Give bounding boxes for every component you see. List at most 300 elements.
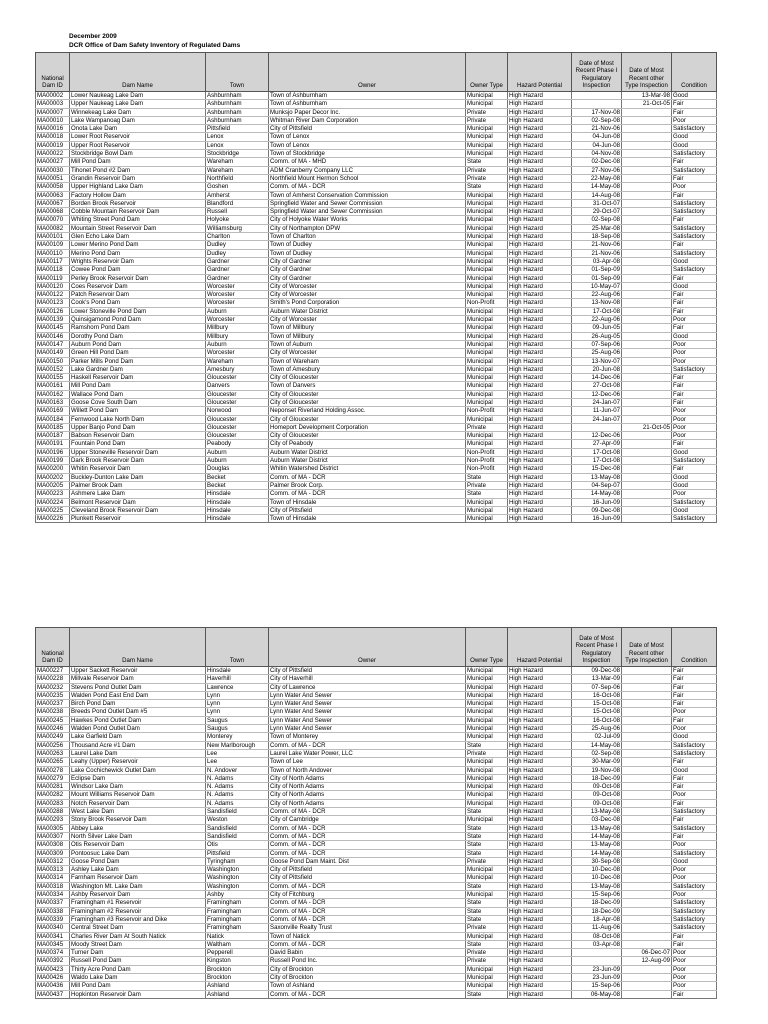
cell-dam-id: MA00226: [36, 515, 70, 523]
table-row: [36, 382, 717, 390]
cell-phase1-inspection-date: 10-May-07: [572, 282, 622, 290]
table-row: [36, 725, 717, 733]
cell-other-inspection-date: [622, 849, 672, 857]
table-row: [36, 266, 717, 274]
cell-dam-name: Dorothy Pond Dam: [70, 332, 206, 340]
cell-town: Washington: [206, 866, 269, 874]
cell-condition: Fair: [672, 307, 717, 315]
cell-condition: Fair: [672, 667, 717, 675]
table-row: [36, 716, 717, 724]
cell-owner: City of Worcester: [269, 316, 466, 324]
cell-owner: Comm. of MA - DCR: [269, 824, 466, 832]
cell-town: Brockton: [206, 973, 269, 981]
cell-phase1-inspection-date: 13-Nov-07: [572, 357, 622, 365]
cell-hazard-potential: High Hazard: [508, 357, 572, 365]
cell-other-inspection-date: [622, 133, 672, 141]
table-row: [36, 407, 717, 415]
cell-other-inspection-date: [622, 241, 672, 249]
cell-owner-type: Municipal: [466, 683, 508, 691]
cell-owner-type: Municipal: [466, 374, 508, 382]
cell-dam-id: MA00318: [36, 882, 70, 890]
cell-dam-id: MA00068: [36, 208, 70, 216]
cell-phase1-inspection-date: 13-May-08: [572, 473, 622, 481]
cell-town: Amherst: [206, 191, 269, 199]
table-row: [36, 866, 717, 874]
cell-condition: Fair: [672, 832, 717, 840]
table-row: [36, 982, 717, 990]
cell-condition: Poor: [672, 725, 717, 733]
cell-owner-type: Municipal: [466, 349, 508, 357]
cell-dam-name: Fernwood Lake North Dam: [70, 415, 206, 423]
cell-condition: Good: [672, 133, 717, 141]
cell-other-inspection-date: [622, 758, 672, 766]
cell-owner-type: Municipal: [466, 282, 508, 290]
cell-phase1-inspection-date: 15-Dec-08: [572, 465, 622, 473]
column-header-owner-type: Owner Type: [466, 628, 508, 667]
cell-dam-id: MA00282: [36, 791, 70, 799]
cell-phase1-inspection-date: 25-Aug-06: [572, 349, 622, 357]
cell-condition: Satisfactory: [672, 915, 717, 923]
table-row: [36, 92, 717, 100]
cell-owner-type: Municipal: [466, 208, 508, 216]
cell-phase1-inspection-date: 09-Oct-08: [572, 783, 622, 791]
cell-other-inspection-date: [622, 882, 672, 890]
cell-owner-type: Private: [466, 949, 508, 957]
cell-dam-id: MA00109: [36, 241, 70, 249]
cell-condition: Poor: [672, 965, 717, 973]
cell-dam-id: MA00313: [36, 866, 70, 874]
cell-dam-name: Wrights Reservoir Dam: [70, 257, 206, 265]
cell-town: Washington: [206, 874, 269, 882]
cell-owner-type: State: [466, 808, 508, 816]
cell-dam-name: Lower Merino Pond Dam: [70, 241, 206, 249]
cell-dam-name: Whiting Street Pond Dam: [70, 216, 206, 224]
table-row: [36, 340, 717, 348]
table-row: [36, 116, 717, 124]
cell-phase1-inspection-date: 08-Oct-08: [572, 932, 622, 940]
column-header-dam-name: Dam Name: [70, 53, 206, 92]
cell-town: Ashland: [206, 990, 269, 998]
table-row: [36, 316, 717, 324]
cell-other-inspection-date: [622, 490, 672, 498]
cell-dam-id: MA00101: [36, 233, 70, 241]
cell-dam-id: MA00263: [36, 749, 70, 757]
cell-phase1-inspection-date: 17-Oct-08: [572, 307, 622, 315]
table-row: [36, 758, 717, 766]
cell-other-inspection-date: [622, 457, 672, 465]
cell-phase1-inspection-date: 11-Jun-07: [572, 407, 622, 415]
cell-town: Worcester: [206, 349, 269, 357]
cell-other-inspection-date: [622, 307, 672, 315]
cell-owner: Munksjo Paper Decor Inc.: [269, 108, 466, 116]
cell-dam-id: MA00436: [36, 982, 70, 990]
cell-other-inspection-date: [622, 940, 672, 948]
cell-town: Gloucester: [206, 374, 269, 382]
cell-phase1-inspection-date: 04-Nov-08: [572, 150, 622, 158]
table-row: [36, 174, 717, 182]
cell-other-inspection-date: [622, 108, 672, 116]
cell-dam-name: Walden Pond East End Dam: [70, 691, 206, 699]
cell-town: Hinsdale: [206, 506, 269, 514]
cell-owner-type: Municipal: [466, 783, 508, 791]
cell-hazard-potential: High Hazard: [508, 841, 572, 849]
cell-phase1-inspection-date: 12-Dec-06: [572, 432, 622, 440]
table-row: [36, 498, 717, 506]
cell-other-inspection-date: [622, 208, 672, 216]
cell-town: Washington: [206, 882, 269, 890]
cell-town: N. Adams: [206, 799, 269, 807]
cell-owner: City of Worcester: [269, 349, 466, 357]
cell-phase1-inspection-date: 23-Jun-09: [572, 965, 622, 973]
cell-owner-type: Municipal: [466, 506, 508, 514]
cell-owner-type: Municipal: [466, 382, 508, 390]
cell-hazard-potential: High Hazard: [508, 481, 572, 489]
cell-owner: Comm. of MA - DCR: [269, 183, 466, 191]
cell-phase1-inspection-date: 21-Nov-06: [572, 125, 622, 133]
cell-owner-type: Municipal: [466, 125, 508, 133]
cell-condition: Satisfactory: [672, 125, 717, 133]
cell-dam-id: MA00334: [36, 891, 70, 899]
cell-town: Lawrence: [206, 683, 269, 691]
cell-dam-id: MA00232: [36, 683, 70, 691]
cell-phase1-inspection-date: 12-Dec-06: [572, 390, 622, 398]
cell-hazard-potential: High Hazard: [508, 990, 572, 998]
cell-other-inspection-date: [622, 907, 672, 915]
cell-dam-id: MA00337: [36, 899, 70, 907]
cell-dam-id: MA00279: [36, 774, 70, 782]
cell-owner: Town of Natick: [269, 932, 466, 940]
cell-other-inspection-date: [622, 799, 672, 807]
cell-owner: City of Pittsfield: [269, 874, 466, 882]
cell-condition: Satisfactory: [672, 899, 717, 907]
cell-hazard-potential: High Hazard: [508, 224, 572, 232]
cell-other-inspection-date: [622, 683, 672, 691]
cell-town: Saugus: [206, 725, 269, 733]
cell-hazard-potential: High Hazard: [508, 667, 572, 675]
table-row: [36, 683, 717, 691]
cell-town: Norwood: [206, 407, 269, 415]
cell-other-inspection-date: [622, 432, 672, 440]
cell-dam-id: MA00145: [36, 324, 70, 332]
cell-condition: Fair: [672, 440, 717, 448]
cell-dam-name: Upper Sackett Reservoir: [70, 667, 206, 675]
cell-condition: Poor: [672, 982, 717, 990]
cell-dam-name: Birch Pond Dam: [70, 700, 206, 708]
cell-other-inspection-date: [622, 749, 672, 757]
cell-other-inspection-date: [622, 498, 672, 506]
cell-owner-type: Municipal: [466, 700, 508, 708]
table-row: [36, 274, 717, 282]
cell-dam-id: MA00002: [36, 92, 70, 100]
cell-condition: Satisfactory: [672, 365, 717, 373]
table-row: [36, 349, 717, 357]
inventory-table-2: [35, 627, 717, 999]
cell-owner: Neponset Riverland Holding Assoc.: [269, 407, 466, 415]
cell-owner: City of Gloucester: [269, 432, 466, 440]
table-row: [36, 299, 717, 307]
table-row: [36, 965, 717, 973]
cell-condition: Good: [672, 448, 717, 456]
cell-other-inspection-date: [622, 166, 672, 174]
cell-hazard-potential: High Hazard: [508, 158, 572, 166]
column-header-town: Town: [206, 53, 269, 92]
cell-phase1-inspection-date: 14-May-08: [572, 741, 622, 749]
cell-phase1-inspection-date: 09-Dec-08: [572, 506, 622, 514]
cell-condition: Satisfactory: [672, 808, 717, 816]
cell-town: Pepperell: [206, 949, 269, 957]
cell-hazard-potential: High Hazard: [508, 924, 572, 932]
cell-hazard-potential: High Hazard: [508, 407, 572, 415]
cell-dam-id: MA00256: [36, 741, 70, 749]
cell-phase1-inspection-date: 27-Apr-09: [572, 440, 622, 448]
cell-town: Gloucester: [206, 415, 269, 423]
cell-owner: Town of Hinsdale: [269, 498, 466, 506]
cell-hazard-potential: High Hazard: [508, 133, 572, 141]
cell-condition: Poor: [672, 891, 717, 899]
table-row: [36, 924, 717, 932]
cell-hazard-potential: High Hazard: [508, 857, 572, 865]
cell-owner: Comm. of MA - DCR: [269, 841, 466, 849]
cell-condition: Fair: [672, 940, 717, 948]
cell-owner: Town of Millbury: [269, 332, 466, 340]
cell-dam-id: MA00184: [36, 415, 70, 423]
cell-hazard-potential: High Hazard: [508, 816, 572, 824]
cell-dam-id: MA00139: [36, 316, 70, 324]
table-row: [36, 824, 717, 832]
table-row: [36, 324, 717, 332]
cell-other-inspection-date: [622, 915, 672, 923]
table-row: [36, 481, 717, 489]
cell-hazard-potential: High Hazard: [508, 791, 572, 799]
cell-town: Worcester: [206, 299, 269, 307]
cell-other-inspection-date: [622, 257, 672, 265]
table-row: [36, 216, 717, 224]
cell-owner: Comm. of MA - DCR: [269, 940, 466, 948]
cell-dam-name: Lake Gardner Dam: [70, 365, 206, 373]
column-header-other-inspection-date: Date of Most Recent other Type Inspection: [622, 53, 672, 92]
cell-phase1-inspection-date: 16-Jun-09: [572, 515, 622, 523]
cell-town: Williamsburg: [206, 224, 269, 232]
cell-phase1-inspection-date: 01-Sep-09: [572, 274, 622, 282]
cell-owner-type: Municipal: [466, 100, 508, 108]
cell-dam-id: MA00235: [36, 691, 70, 699]
cell-phase1-inspection-date: 22-Aug-06: [572, 316, 622, 324]
cell-dam-id: MA00007: [36, 108, 70, 116]
cell-phase1-inspection-date: 03-Apr-08: [572, 257, 622, 265]
cell-hazard-potential: High Hazard: [508, 849, 572, 857]
cell-owner-type: Municipal: [466, 199, 508, 207]
table-row: [36, 166, 717, 174]
cell-other-inspection-date: [622, 725, 672, 733]
cell-phase1-inspection-date: 17-Oct-08: [572, 457, 622, 465]
cell-owner-type: State: [466, 990, 508, 998]
cell-phase1-inspection-date: 03-Apr-08: [572, 940, 622, 948]
cell-dam-name: Fountain Pond Dam: [70, 440, 206, 448]
cell-dam-id: MA00010: [36, 116, 70, 124]
cell-owner: Town of Danvers: [269, 382, 466, 390]
cell-phase1-inspection-date: 14-Aug-08: [572, 191, 622, 199]
cell-hazard-potential: High Hazard: [508, 783, 572, 791]
cell-phase1-inspection-date: 15-Oct-08: [572, 700, 622, 708]
cell-phase1-inspection-date: 01-Sep-09: [572, 266, 622, 274]
cell-owner: Town of Monterey: [269, 733, 466, 741]
cell-owner-type: Municipal: [466, 340, 508, 348]
cell-phase1-inspection-date: [572, 100, 622, 108]
cell-hazard-potential: High Hazard: [508, 340, 572, 348]
column-header-other-inspection-date: Date of Most Recent other Type Inspection: [622, 628, 672, 667]
cell-other-inspection-date: [622, 116, 672, 124]
cell-hazard-potential: High Hazard: [508, 799, 572, 807]
cell-dam-name: Breeds Pond Outlet Dam #5: [70, 708, 206, 716]
cell-condition: Satisfactory: [672, 749, 717, 757]
cell-phase1-inspection-date: 16-Oct-08: [572, 691, 622, 699]
cell-other-inspection-date: [622, 481, 672, 489]
cell-hazard-potential: High Hazard: [508, 365, 572, 373]
column-header-hazard-potential: Hazard Potential: [508, 53, 572, 92]
cell-town: Lynn: [206, 700, 269, 708]
cell-owner: City of Gloucester: [269, 415, 466, 423]
column-header-town: Town: [206, 628, 269, 667]
table-row: [36, 440, 717, 448]
table-row: [36, 808, 717, 816]
cell-phase1-inspection-date: 13-May-08: [572, 824, 622, 832]
cell-town: Goshen: [206, 183, 269, 191]
cell-hazard-potential: High Hazard: [508, 398, 572, 406]
cell-town: Stockbridge: [206, 150, 269, 158]
cell-owner: Comm. of MA - DCR: [269, 882, 466, 890]
cell-town: Kingston: [206, 957, 269, 965]
cell-dam-name: West Lake Dam: [70, 808, 206, 816]
cell-town: Gloucester: [206, 390, 269, 398]
cell-owner-type: Municipal: [466, 498, 508, 506]
cell-condition: Fair: [672, 716, 717, 724]
cell-other-inspection-date: [622, 158, 672, 166]
cell-dam-id: MA00200: [36, 465, 70, 473]
cell-dam-name: Lake Garfield Dam: [70, 733, 206, 741]
cell-other-inspection-date: 13-Mar-98: [622, 92, 672, 100]
table-row: [36, 224, 717, 232]
table-row: [36, 357, 717, 365]
cell-town: Ashby: [206, 891, 269, 899]
cell-other-inspection-date: [622, 708, 672, 716]
cell-town: Pittsfield: [206, 125, 269, 133]
table-row: [36, 700, 717, 708]
table-row: [36, 990, 717, 998]
cell-other-inspection-date: [622, 349, 672, 357]
cell-condition: Poor: [672, 423, 717, 431]
cell-phase1-inspection-date: 13-Mar-09: [572, 675, 622, 683]
cell-condition: Satisfactory: [672, 266, 717, 274]
cell-owner-type: State: [466, 841, 508, 849]
cell-phase1-inspection-date: 26-Aug-05: [572, 332, 622, 340]
cell-owner: Springfield Water and Sewer Commission: [269, 199, 466, 207]
cell-owner-type: Municipal: [466, 274, 508, 282]
cell-phase1-inspection-date: 07-Sep-06: [572, 340, 622, 348]
cell-owner-type: State: [466, 832, 508, 840]
cell-dam-name: Waldo Lake Dam: [70, 973, 206, 981]
cell-owner-type: State: [466, 915, 508, 923]
cell-dam-name: Borden Brook Reservoir: [70, 199, 206, 207]
cell-condition: Fair: [672, 465, 717, 473]
cell-hazard-potential: High Hazard: [508, 808, 572, 816]
cell-condition: Satisfactory: [672, 498, 717, 506]
cell-phase1-inspection-date: 27-Nov-06: [572, 166, 622, 174]
cell-condition: Fair: [672, 158, 717, 166]
cell-dam-id: MA00003: [36, 100, 70, 108]
cell-condition: Fair: [672, 816, 717, 824]
cell-owner: Lynn Water And Sewer: [269, 725, 466, 733]
cell-town: Worcester: [206, 316, 269, 324]
cell-dam-name: Onota Lake Dam: [70, 125, 206, 133]
cell-condition: Satisfactory: [672, 515, 717, 523]
table-row: [36, 899, 717, 907]
cell-other-inspection-date: [622, 340, 672, 348]
cell-dam-id: MA00228: [36, 675, 70, 683]
cell-hazard-potential: High Hazard: [508, 208, 572, 216]
cell-dam-id: MA00246: [36, 725, 70, 733]
column-header-dam-name: Dam Name: [70, 628, 206, 667]
cell-dam-name: Parker Mills Pond Dam: [70, 357, 206, 365]
cell-owner: City of Gloucester: [269, 398, 466, 406]
cell-owner-type: Municipal: [466, 257, 508, 265]
cell-dam-name: Whitin Reservoir Dam: [70, 465, 206, 473]
cell-phase1-inspection-date: [572, 949, 622, 957]
cell-dam-name: Cobble Mountain Reservoir Dam: [70, 208, 206, 216]
cell-town: Weston: [206, 816, 269, 824]
cell-dam-id: MA00307: [36, 832, 70, 840]
cell-phase1-inspection-date: 31-Oct-07: [572, 199, 622, 207]
cell-other-inspection-date: [622, 716, 672, 724]
cell-other-inspection-date: [622, 407, 672, 415]
cell-hazard-potential: High Hazard: [508, 233, 572, 241]
cell-owner-type: Private: [466, 749, 508, 757]
cell-dam-name: Green Hill Pond Dam: [70, 349, 206, 357]
cell-other-inspection-date: [622, 382, 672, 390]
cell-condition: Poor: [672, 340, 717, 348]
cell-town: Hinsdale: [206, 490, 269, 498]
table-row: [36, 183, 717, 191]
cell-phase1-inspection-date: 21-Nov-06: [572, 241, 622, 249]
cell-dam-id: MA00249: [36, 733, 70, 741]
table-row: [36, 940, 717, 948]
cell-hazard-potential: High Hazard: [508, 216, 572, 224]
cell-hazard-potential: High Hazard: [508, 741, 572, 749]
cell-dam-id: MA00281: [36, 783, 70, 791]
cell-town: Auburn: [206, 448, 269, 456]
cell-dam-name: Babson Reservoir Dam: [70, 432, 206, 440]
cell-dam-id: MA00110: [36, 249, 70, 257]
cell-condition: Satisfactory: [672, 208, 717, 216]
cell-dam-name: Belmont Reservoir Dam: [70, 498, 206, 506]
cell-dam-id: MA00191: [36, 440, 70, 448]
cell-dam-id: MA00161: [36, 382, 70, 390]
cell-town: Lenox: [206, 141, 269, 149]
cell-phase1-inspection-date: 04-Sep-07: [572, 481, 622, 489]
cell-phase1-inspection-date: 30-Sep-08: [572, 857, 622, 865]
cell-hazard-potential: High Hazard: [508, 490, 572, 498]
table-row: [36, 365, 717, 373]
cell-dam-id: MA00149: [36, 349, 70, 357]
cell-other-inspection-date: [622, 675, 672, 683]
cell-hazard-potential: High Hazard: [508, 116, 572, 124]
cell-other-inspection-date: [622, 332, 672, 340]
table-row: [36, 282, 717, 290]
column-header-dam-id: National Dam ID: [36, 53, 70, 92]
cell-town: Ashburnham: [206, 108, 269, 116]
cell-dam-name: Mountain Street Reservoir Dam: [70, 224, 206, 232]
cell-town: Gloucester: [206, 432, 269, 440]
table-row: [36, 108, 717, 116]
